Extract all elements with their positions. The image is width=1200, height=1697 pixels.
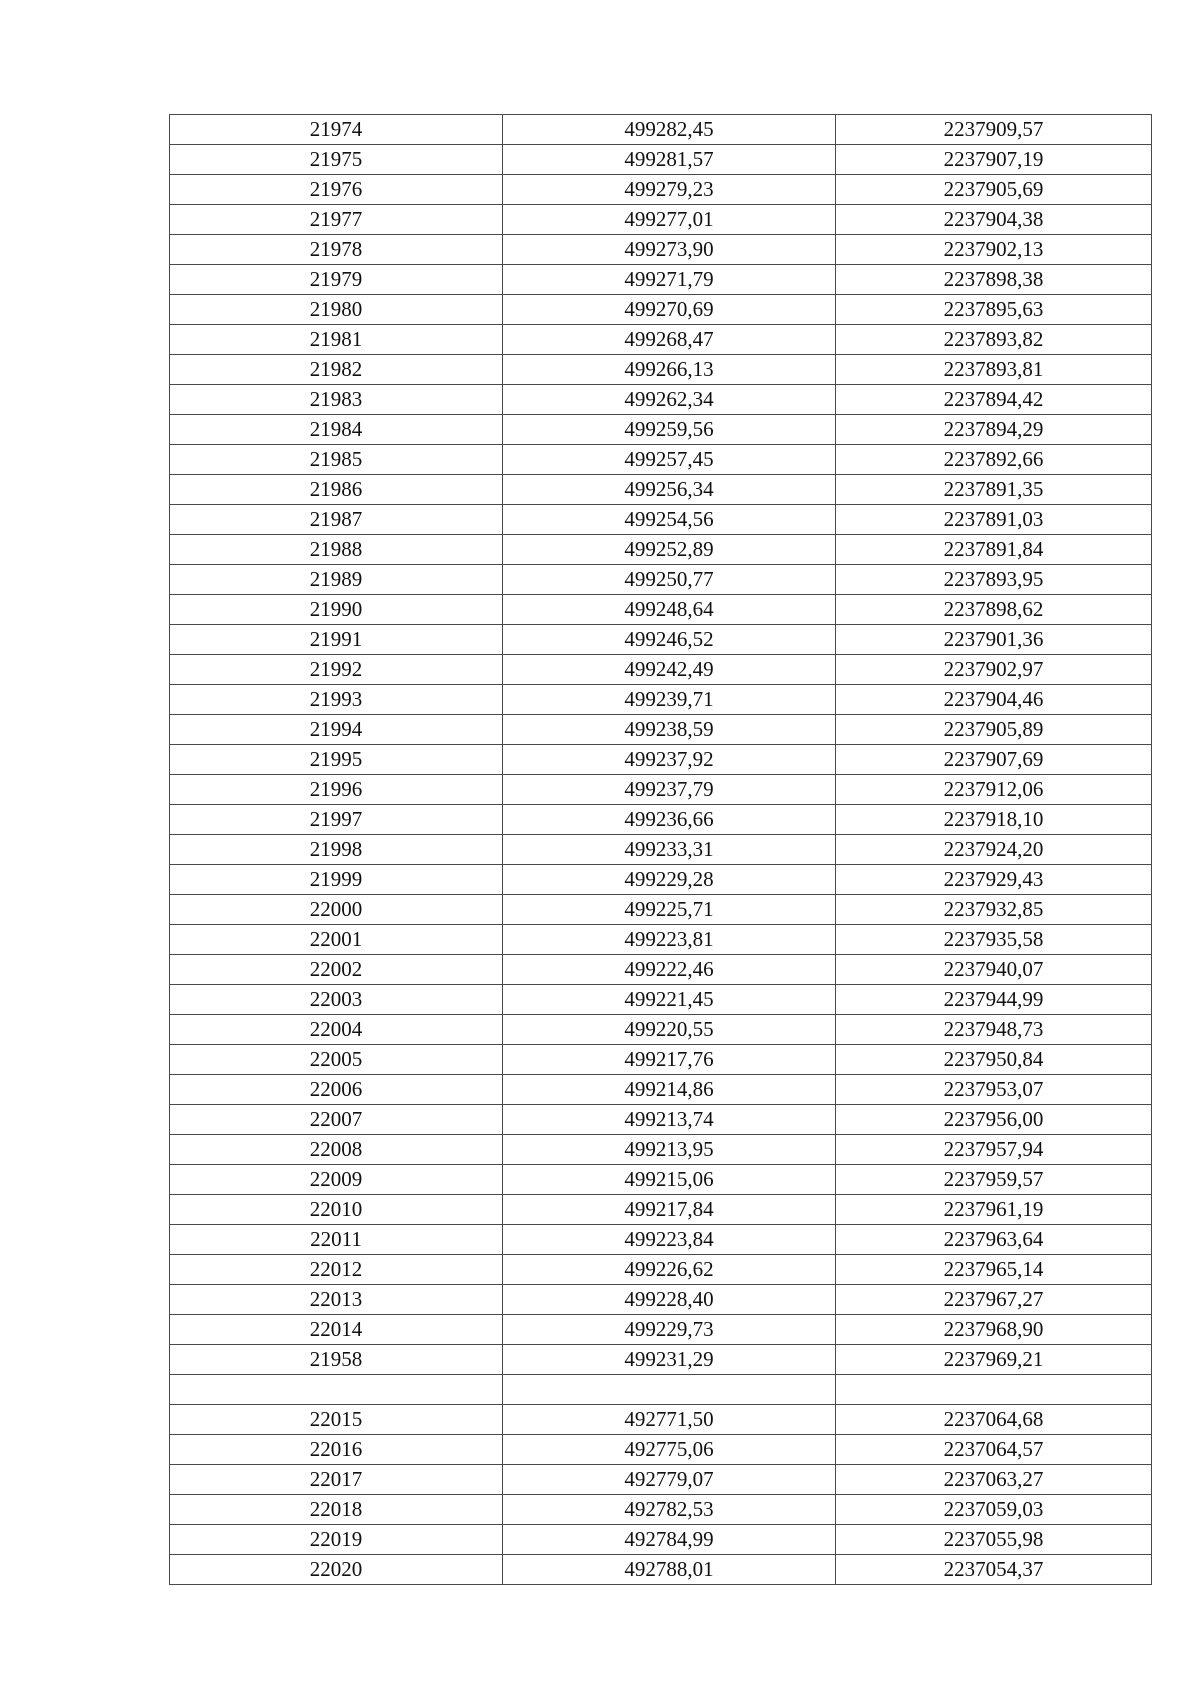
y-coordinate-cell: 2237918,10 xyxy=(836,805,1152,835)
table-row xyxy=(170,1345,1152,1375)
y-coordinate-cell: 2237969,21 xyxy=(836,1345,1152,1375)
y-coordinate-cell: 2237893,95 xyxy=(836,565,1152,595)
y-coordinate-cell: 2237904,38 xyxy=(836,205,1152,235)
table-row xyxy=(170,145,1152,175)
point-number-cell: 21983 xyxy=(170,385,503,415)
x-coordinate-cell: 499279,23 xyxy=(503,175,836,205)
x-coordinate-cell: 499270,69 xyxy=(503,295,836,325)
x-coordinate-cell: 499282,45 xyxy=(503,115,836,145)
table-row xyxy=(170,775,1152,805)
y-coordinate-cell: 2237948,73 xyxy=(836,1015,1152,1045)
y-coordinate-cell: 2237891,03 xyxy=(836,505,1152,535)
table-row xyxy=(170,385,1152,415)
point-number-cell: 22016 xyxy=(170,1435,503,1465)
point-number-cell: 22013 xyxy=(170,1285,503,1315)
table-row xyxy=(170,1555,1152,1585)
x-coordinate-cell: 499237,92 xyxy=(503,745,836,775)
table-row xyxy=(170,355,1152,385)
point-number-cell: 21976 xyxy=(170,175,503,205)
y-coordinate-cell: 2237902,13 xyxy=(836,235,1152,265)
y-coordinate-cell xyxy=(836,1375,1152,1405)
y-coordinate-cell: 2237967,27 xyxy=(836,1285,1152,1315)
y-coordinate-cell: 2237907,19 xyxy=(836,145,1152,175)
point-number-cell: 21974 xyxy=(170,115,503,145)
point-number-cell: 22002 xyxy=(170,955,503,985)
y-coordinate-cell: 2237912,06 xyxy=(836,775,1152,805)
x-coordinate-cell: 499229,73 xyxy=(503,1315,836,1345)
table-row xyxy=(170,1165,1152,1195)
coordinates-table-body xyxy=(170,115,1152,1585)
point-number-cell: 21980 xyxy=(170,295,503,325)
x-coordinate-cell: 492788,01 xyxy=(503,1555,836,1585)
x-coordinate-cell: 492775,06 xyxy=(503,1435,836,1465)
y-coordinate-cell: 2237965,14 xyxy=(836,1255,1152,1285)
y-coordinate-cell: 2237905,69 xyxy=(836,175,1152,205)
point-number-cell: 21991 xyxy=(170,625,503,655)
point-number-cell: 22012 xyxy=(170,1255,503,1285)
table-row xyxy=(170,325,1152,355)
point-number-cell: 22010 xyxy=(170,1195,503,1225)
table-row xyxy=(170,295,1152,325)
point-number-cell: 21985 xyxy=(170,445,503,475)
x-coordinate-cell: 499257,45 xyxy=(503,445,836,475)
y-coordinate-cell: 2237055,98 xyxy=(836,1525,1152,1555)
y-coordinate-cell: 2237902,97 xyxy=(836,655,1152,685)
y-coordinate-cell: 2237907,69 xyxy=(836,745,1152,775)
x-coordinate-cell: 499246,52 xyxy=(503,625,836,655)
y-coordinate-cell: 2237063,27 xyxy=(836,1465,1152,1495)
table-row xyxy=(170,865,1152,895)
table-row xyxy=(170,655,1152,685)
x-coordinate-cell: 499217,76 xyxy=(503,1045,836,1075)
point-number-cell: 21992 xyxy=(170,655,503,685)
point-number-cell: 22014 xyxy=(170,1315,503,1345)
point-number-cell: 21997 xyxy=(170,805,503,835)
y-coordinate-cell: 2237898,38 xyxy=(836,265,1152,295)
table-row xyxy=(170,175,1152,205)
point-number-cell: 22017 xyxy=(170,1465,503,1495)
x-coordinate-cell: 499259,56 xyxy=(503,415,836,445)
point-number-cell xyxy=(170,1375,503,1405)
y-coordinate-cell: 2237959,57 xyxy=(836,1165,1152,1195)
point-number-cell: 22005 xyxy=(170,1045,503,1075)
table-row xyxy=(170,415,1152,445)
y-coordinate-cell: 2237894,29 xyxy=(836,415,1152,445)
y-coordinate-cell: 2237968,90 xyxy=(836,1315,1152,1345)
table-row xyxy=(170,745,1152,775)
y-coordinate-cell: 2237963,64 xyxy=(836,1225,1152,1255)
x-coordinate-cell: 499223,81 xyxy=(503,925,836,955)
x-coordinate-cell: 492784,99 xyxy=(503,1525,836,1555)
y-coordinate-cell: 2237894,42 xyxy=(836,385,1152,415)
point-number-cell: 21989 xyxy=(170,565,503,595)
table-row xyxy=(170,1105,1152,1135)
y-coordinate-cell: 2237892,66 xyxy=(836,445,1152,475)
table-row xyxy=(170,115,1152,145)
point-number-cell: 21988 xyxy=(170,535,503,565)
table-row xyxy=(170,565,1152,595)
y-coordinate-cell: 2237898,62 xyxy=(836,595,1152,625)
x-coordinate-cell: 499231,29 xyxy=(503,1345,836,1375)
point-number-cell: 22007 xyxy=(170,1105,503,1135)
table-row xyxy=(170,1225,1152,1255)
table-row xyxy=(170,205,1152,235)
point-number-cell: 21996 xyxy=(170,775,503,805)
point-number-cell: 22020 xyxy=(170,1555,503,1585)
point-number-cell: 21993 xyxy=(170,685,503,715)
table-row xyxy=(170,715,1152,745)
table-row xyxy=(170,1045,1152,1075)
table-row xyxy=(170,1075,1152,1105)
x-coordinate-cell: 499262,34 xyxy=(503,385,836,415)
y-coordinate-cell: 2237064,68 xyxy=(836,1405,1152,1435)
y-coordinate-cell: 2237924,20 xyxy=(836,835,1152,865)
y-coordinate-cell: 2237893,82 xyxy=(836,325,1152,355)
x-coordinate-cell: 499228,40 xyxy=(503,1285,836,1315)
table-row xyxy=(170,1255,1152,1285)
table-row xyxy=(170,265,1152,295)
point-number-cell: 21990 xyxy=(170,595,503,625)
x-coordinate-cell: 499254,56 xyxy=(503,505,836,535)
point-number-cell: 22008 xyxy=(170,1135,503,1165)
y-coordinate-cell: 2237935,58 xyxy=(836,925,1152,955)
table-row xyxy=(170,1015,1152,1045)
y-coordinate-cell: 2237929,43 xyxy=(836,865,1152,895)
table-row xyxy=(170,235,1152,265)
x-coordinate-cell: 499213,95 xyxy=(503,1135,836,1165)
y-coordinate-cell: 2237891,35 xyxy=(836,475,1152,505)
table-row xyxy=(170,1465,1152,1495)
point-number-cell: 21984 xyxy=(170,415,503,445)
table-row xyxy=(170,475,1152,505)
x-coordinate-cell: 499226,62 xyxy=(503,1255,836,1285)
point-number-cell: 22003 xyxy=(170,985,503,1015)
point-number-cell: 21994 xyxy=(170,715,503,745)
point-number-cell: 22011 xyxy=(170,1225,503,1255)
x-coordinate-cell: 499256,34 xyxy=(503,475,836,505)
table-row xyxy=(170,1405,1152,1435)
y-coordinate-cell: 2237895,63 xyxy=(836,295,1152,325)
x-coordinate-cell: 499223,84 xyxy=(503,1225,836,1255)
table-row xyxy=(170,955,1152,985)
table-row xyxy=(170,1315,1152,1345)
table-row xyxy=(170,505,1152,535)
table-row xyxy=(170,835,1152,865)
x-coordinate-cell: 499229,28 xyxy=(503,865,836,895)
x-coordinate-cell: 499213,74 xyxy=(503,1105,836,1135)
x-coordinate-cell: 499242,49 xyxy=(503,655,836,685)
x-coordinate-cell xyxy=(503,1375,836,1405)
point-number-cell: 21978 xyxy=(170,235,503,265)
table-row xyxy=(170,625,1152,655)
x-coordinate-cell: 492779,07 xyxy=(503,1465,836,1495)
table-row xyxy=(170,925,1152,955)
y-coordinate-cell: 2237891,84 xyxy=(836,535,1152,565)
x-coordinate-cell: 499225,71 xyxy=(503,895,836,925)
x-coordinate-cell: 499248,64 xyxy=(503,595,836,625)
y-coordinate-cell: 2237950,84 xyxy=(836,1045,1152,1075)
x-coordinate-cell: 499273,90 xyxy=(503,235,836,265)
y-coordinate-cell: 2237064,57 xyxy=(836,1435,1152,1465)
x-coordinate-cell: 499222,46 xyxy=(503,955,836,985)
x-coordinate-cell: 499237,79 xyxy=(503,775,836,805)
y-coordinate-cell: 2237953,07 xyxy=(836,1075,1152,1105)
y-coordinate-cell: 2237957,94 xyxy=(836,1135,1152,1165)
point-number-cell: 22018 xyxy=(170,1495,503,1525)
y-coordinate-cell: 2237059,03 xyxy=(836,1495,1152,1525)
y-coordinate-cell: 2237932,85 xyxy=(836,895,1152,925)
table-row xyxy=(170,1525,1152,1555)
table-row xyxy=(170,1435,1152,1465)
table-row xyxy=(170,985,1152,1015)
x-coordinate-cell: 499233,31 xyxy=(503,835,836,865)
x-coordinate-cell: 499239,71 xyxy=(503,685,836,715)
x-coordinate-cell: 499271,79 xyxy=(503,265,836,295)
x-coordinate-cell: 499281,57 xyxy=(503,145,836,175)
table-row xyxy=(170,1495,1152,1525)
x-coordinate-cell: 499236,66 xyxy=(503,805,836,835)
point-number-cell: 22004 xyxy=(170,1015,503,1045)
table-row xyxy=(170,805,1152,835)
y-coordinate-cell: 2237893,81 xyxy=(836,355,1152,385)
y-coordinate-cell: 2237909,57 xyxy=(836,115,1152,145)
x-coordinate-cell: 499252,89 xyxy=(503,535,836,565)
x-coordinate-cell: 499238,59 xyxy=(503,715,836,745)
y-coordinate-cell: 2237940,07 xyxy=(836,955,1152,985)
point-number-cell: 21979 xyxy=(170,265,503,295)
x-coordinate-cell: 499268,47 xyxy=(503,325,836,355)
x-coordinate-cell: 499221,45 xyxy=(503,985,836,1015)
point-number-cell: 21998 xyxy=(170,835,503,865)
point-number-cell: 21995 xyxy=(170,745,503,775)
point-number-cell: 21975 xyxy=(170,145,503,175)
x-coordinate-cell: 499250,77 xyxy=(503,565,836,595)
point-number-cell: 22001 xyxy=(170,925,503,955)
x-coordinate-cell: 499217,84 xyxy=(503,1195,836,1225)
x-coordinate-cell: 499214,86 xyxy=(503,1075,836,1105)
table-row xyxy=(170,445,1152,475)
y-coordinate-cell: 2237956,00 xyxy=(836,1105,1152,1135)
point-number-cell: 21977 xyxy=(170,205,503,235)
table-row xyxy=(170,595,1152,625)
x-coordinate-cell: 499277,01 xyxy=(503,205,836,235)
table-row xyxy=(170,1375,1152,1405)
coordinates-table xyxy=(169,114,1152,1585)
x-coordinate-cell: 499266,13 xyxy=(503,355,836,385)
point-number-cell: 21958 xyxy=(170,1345,503,1375)
x-coordinate-cell: 499215,06 xyxy=(503,1165,836,1195)
y-coordinate-cell: 2237904,46 xyxy=(836,685,1152,715)
table-row xyxy=(170,1285,1152,1315)
table-row xyxy=(170,685,1152,715)
x-coordinate-cell: 492782,53 xyxy=(503,1495,836,1525)
point-number-cell: 21987 xyxy=(170,505,503,535)
point-number-cell: 22019 xyxy=(170,1525,503,1555)
point-number-cell: 22006 xyxy=(170,1075,503,1105)
table-row xyxy=(170,535,1152,565)
x-coordinate-cell: 499220,55 xyxy=(503,1015,836,1045)
y-coordinate-cell: 2237054,37 xyxy=(836,1555,1152,1585)
x-coordinate-cell: 492771,50 xyxy=(503,1405,836,1435)
point-number-cell: 21986 xyxy=(170,475,503,505)
y-coordinate-cell: 2237905,89 xyxy=(836,715,1152,745)
point-number-cell: 21981 xyxy=(170,325,503,355)
point-number-cell: 21999 xyxy=(170,865,503,895)
point-number-cell: 21982 xyxy=(170,355,503,385)
y-coordinate-cell: 2237961,19 xyxy=(836,1195,1152,1225)
y-coordinate-cell: 2237901,36 xyxy=(836,625,1152,655)
table-row xyxy=(170,895,1152,925)
table-row xyxy=(170,1195,1152,1225)
y-coordinate-cell: 2237944,99 xyxy=(836,985,1152,1015)
point-number-cell: 22000 xyxy=(170,895,503,925)
point-number-cell: 22009 xyxy=(170,1165,503,1195)
point-number-cell: 22015 xyxy=(170,1405,503,1435)
table-row xyxy=(170,1135,1152,1165)
